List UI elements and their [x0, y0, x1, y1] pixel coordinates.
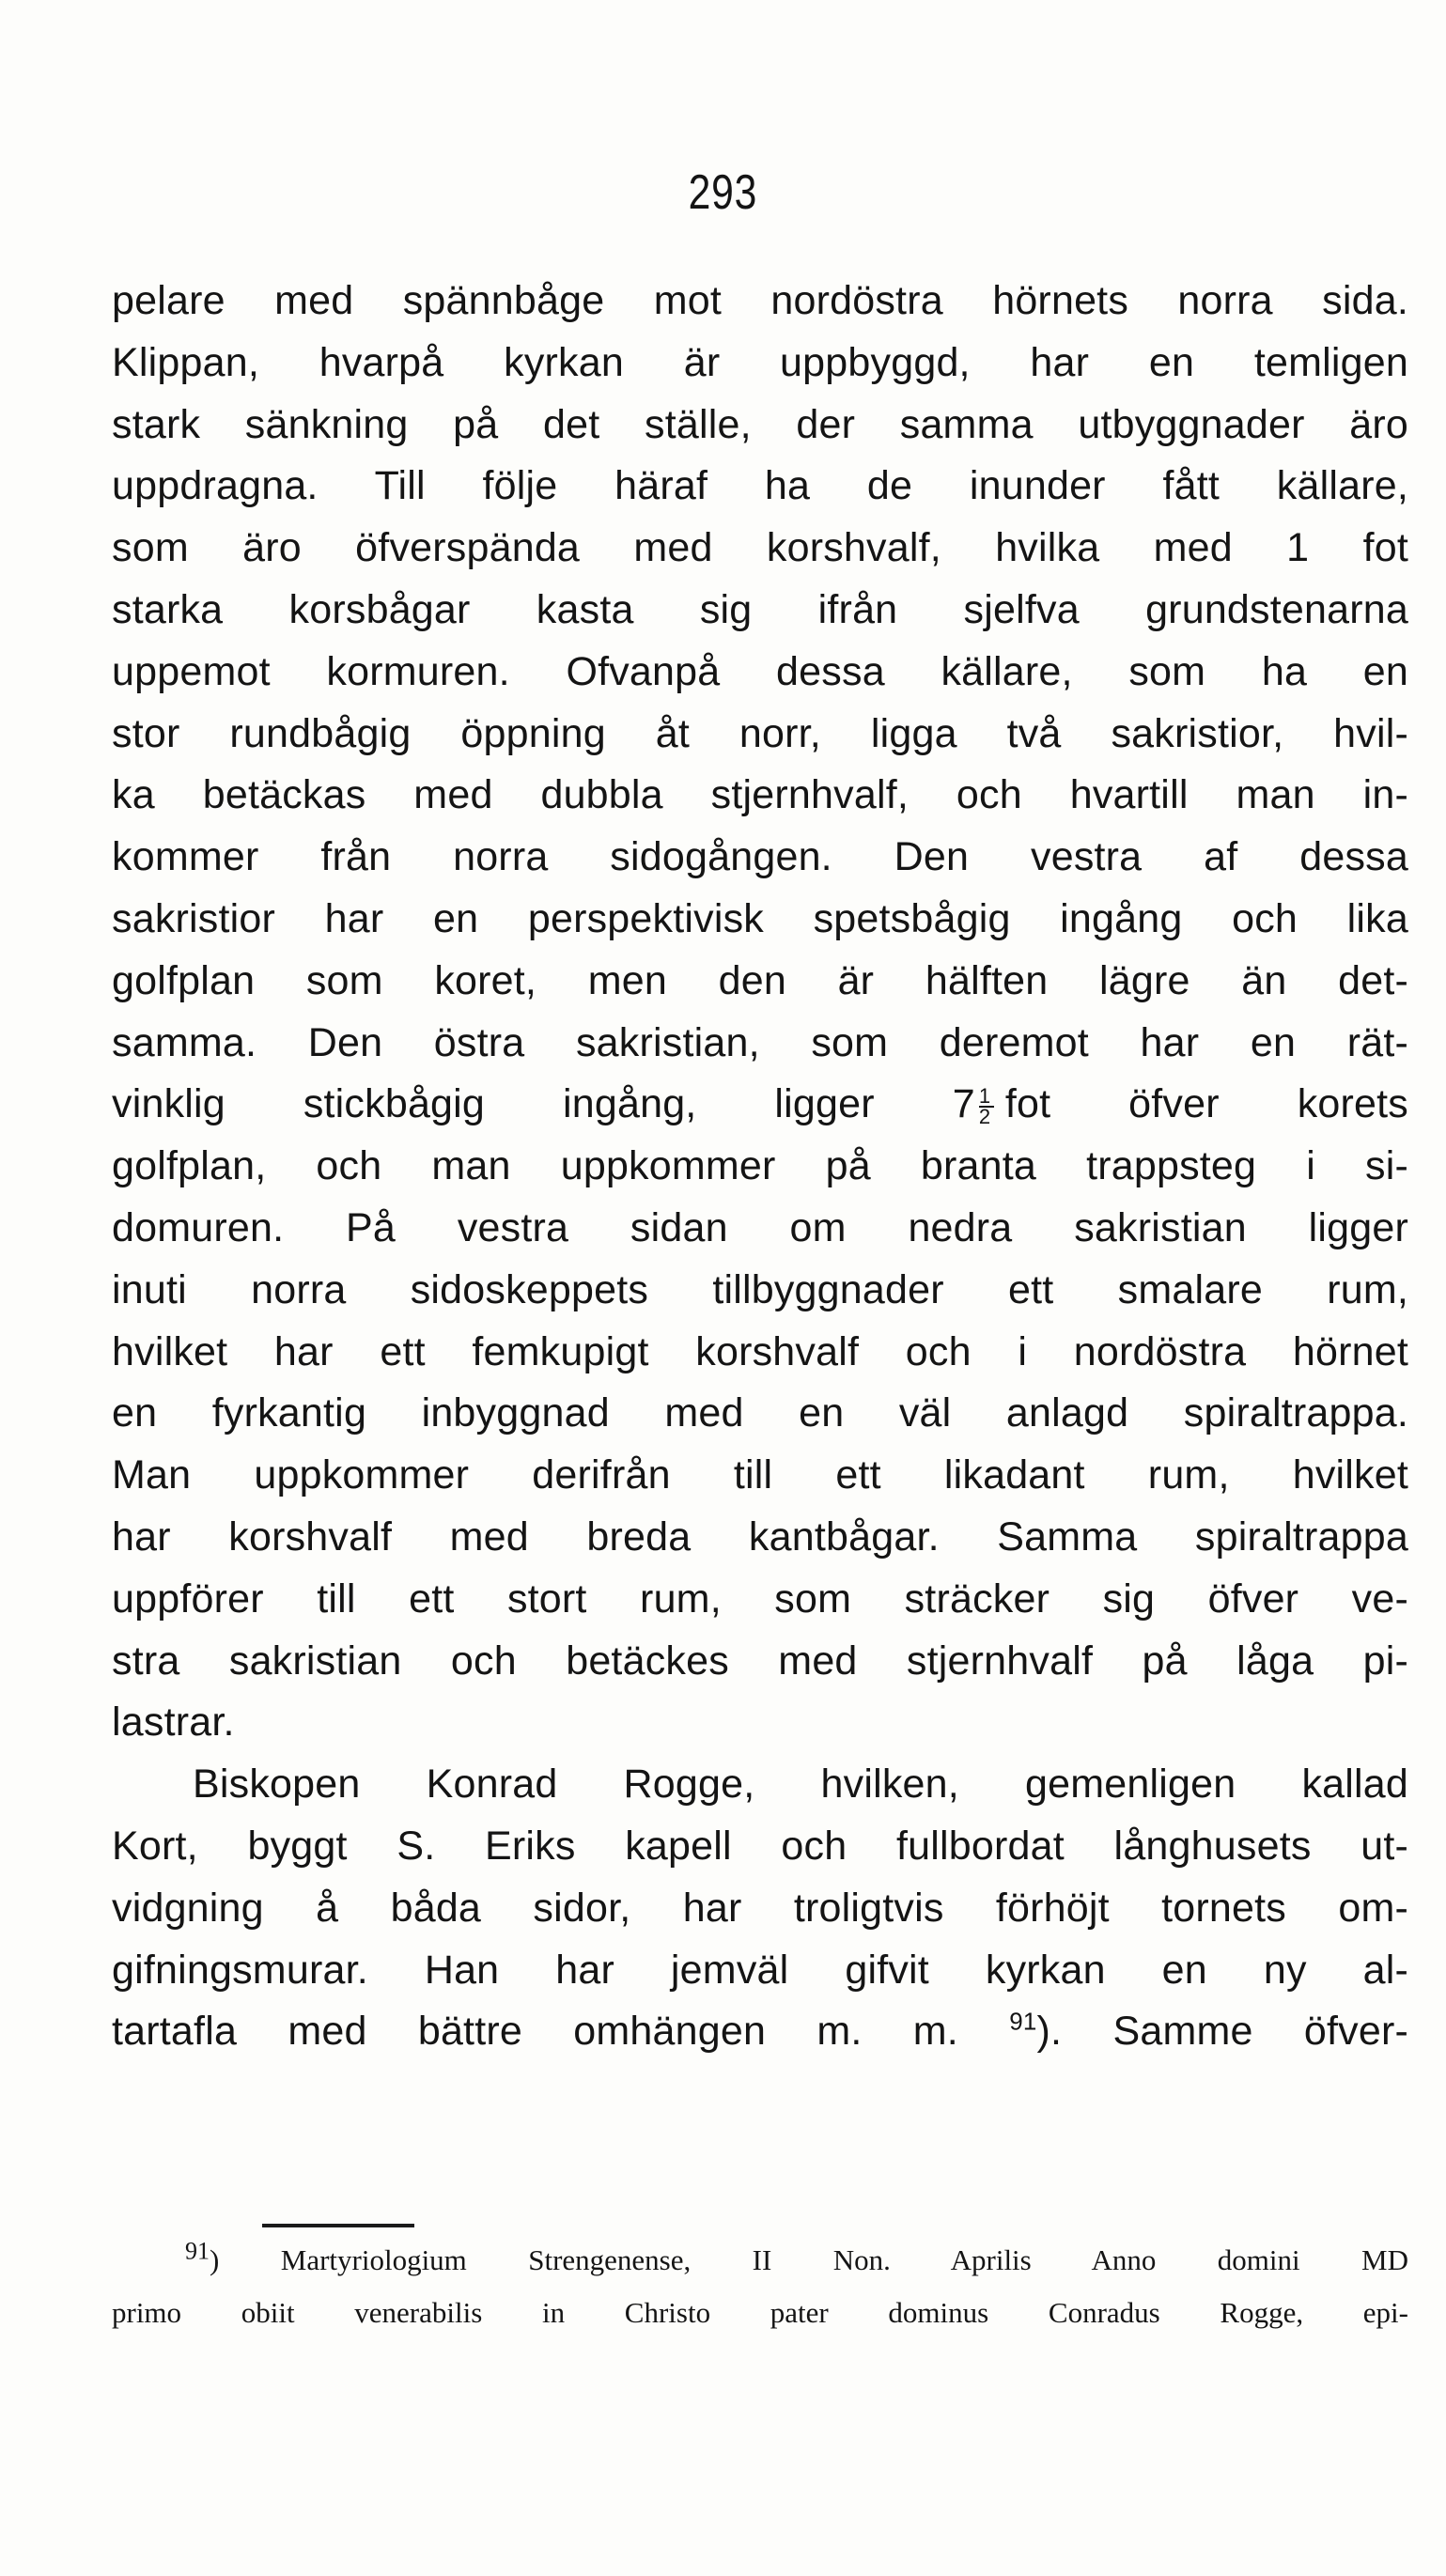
text-line: domuren. På vestra sidan om nedra sakristian ligger: [112, 1204, 1408, 1250]
text-line: uppemot kormuren. Ofvanpå dessa källare, som ha en: [112, 648, 1408, 694]
text-line: kommer från norra sidogången. Den vestra af dessa: [112, 834, 1408, 880]
footnote-divider: [262, 2224, 414, 2227]
text-line: en fyrkantig inbyggnad med en väl anlagd spiraltrappa.: [112, 1390, 1408, 1436]
text-line: som äro öfverspända med korshvalf, hvilka med 1 fot: [112, 525, 1408, 571]
text-line: uppdragna. Till följe häraf ha de inunder fått källare,: [112, 463, 1408, 509]
body-text: [112, 271, 1408, 2063]
text-line: golfplan, och man uppkommer på branta trappsteg i si-: [112, 1143, 1408, 1189]
text-line: vidgning å båda sidor, har troligtvis förhöjt tornets om-: [112, 1885, 1408, 1931]
text-line: Klippan, hvarpå kyrkan är uppbyggd, har en temligen: [112, 339, 1408, 385]
text-line: stor rundbågig öppning åt norr, ligga två sakristior, hvil-: [112, 710, 1408, 756]
footnote-line: primo obiit venerabilis in Christo pater dominus Conradus Rogge, epi-: [112, 2296, 1408, 2329]
paragraph-end-line: lastrar.: [112, 1699, 235, 1746]
text-line-with-footnote-ref: [112, 2001, 1408, 2063]
note-line-before: tartafla med bättre omhängen m. m.: [112, 2009, 958, 2055]
text-line: golfplan som koret, men den är hälften lägre än det-: [112, 957, 1408, 1003]
footnote-line: [112, 2234, 1408, 2287]
text-line: samma. Den östra sakristian, som deremot har en rät-: [112, 1019, 1408, 1065]
footnote-marker: 91: [185, 2237, 210, 2265]
text-line: sakristior har en perspektivisk spetsbågig ingång och lika: [112, 895, 1408, 941]
fraction-denominator: 2: [978, 1105, 991, 1128]
text-line: hvilket har ett femkupigt korshvalf och i nordöstra hörnet: [112, 1328, 1408, 1374]
text-line: pelare med spännbåge mot nordöstra hörnets norra sida.: [112, 278, 1408, 323]
paragraph-start-line: Biskopen Konrad Rogge, hvilken, gemenligen kallad: [193, 1761, 1408, 1808]
text-line: starka korsbågar kasta sig ifrån sjelfva grundstenarna: [112, 586, 1408, 632]
fraction-line-before: vinklig stickbågig ingång, ligger 7: [112, 1081, 975, 1127]
fraction-numerator: 1: [979, 1087, 994, 1108]
text-line: Man uppkommer derifrån till ett likadant rum, hvilket: [112, 1452, 1408, 1498]
text-line: har korshvalf med breda kantbågar. Samma spiraltrappa: [112, 1513, 1408, 1560]
page-number: 293: [688, 165, 758, 220]
fraction-line-after: fot öfver korets: [1004, 1081, 1408, 1127]
footnote: [112, 2234, 1408, 2339]
text-line: stark sänkning på det ställe, der samma utbyggnader äro: [112, 401, 1408, 447]
text-line: ka betäckas med dubbla stjernhvalf, och hvartill man in-: [112, 772, 1408, 818]
note-line-after: ). Samme öfver-: [1036, 2009, 1408, 2055]
text-line-with-fraction: [112, 1074, 1408, 1136]
footnote-first-line: ) Martyriologium Strengenense, II Non. Aprilis Anno domini MD: [210, 2243, 1408, 2276]
text-line: inuti norra sidoskeppets tillbyggnader ett smalare rum,: [112, 1266, 1408, 1312]
text-line: gifningsmurar. Han har jemväl gifvit kyrkan en ny al-: [112, 1947, 1408, 1993]
footnote-reference[interactable]: 91: [1009, 2007, 1037, 2036]
fraction: [978, 1084, 994, 1128]
text-line: Kort, byggt S. Eriks kapell och fullbordat långhusets ut-: [112, 1823, 1408, 1869]
text-line: uppförer till ett stort rum, som sträcker sig öfver ve-: [112, 1575, 1408, 1622]
text-line: stra sakristian och betäckes med stjernhvalf på låga pi-: [112, 1637, 1408, 1684]
